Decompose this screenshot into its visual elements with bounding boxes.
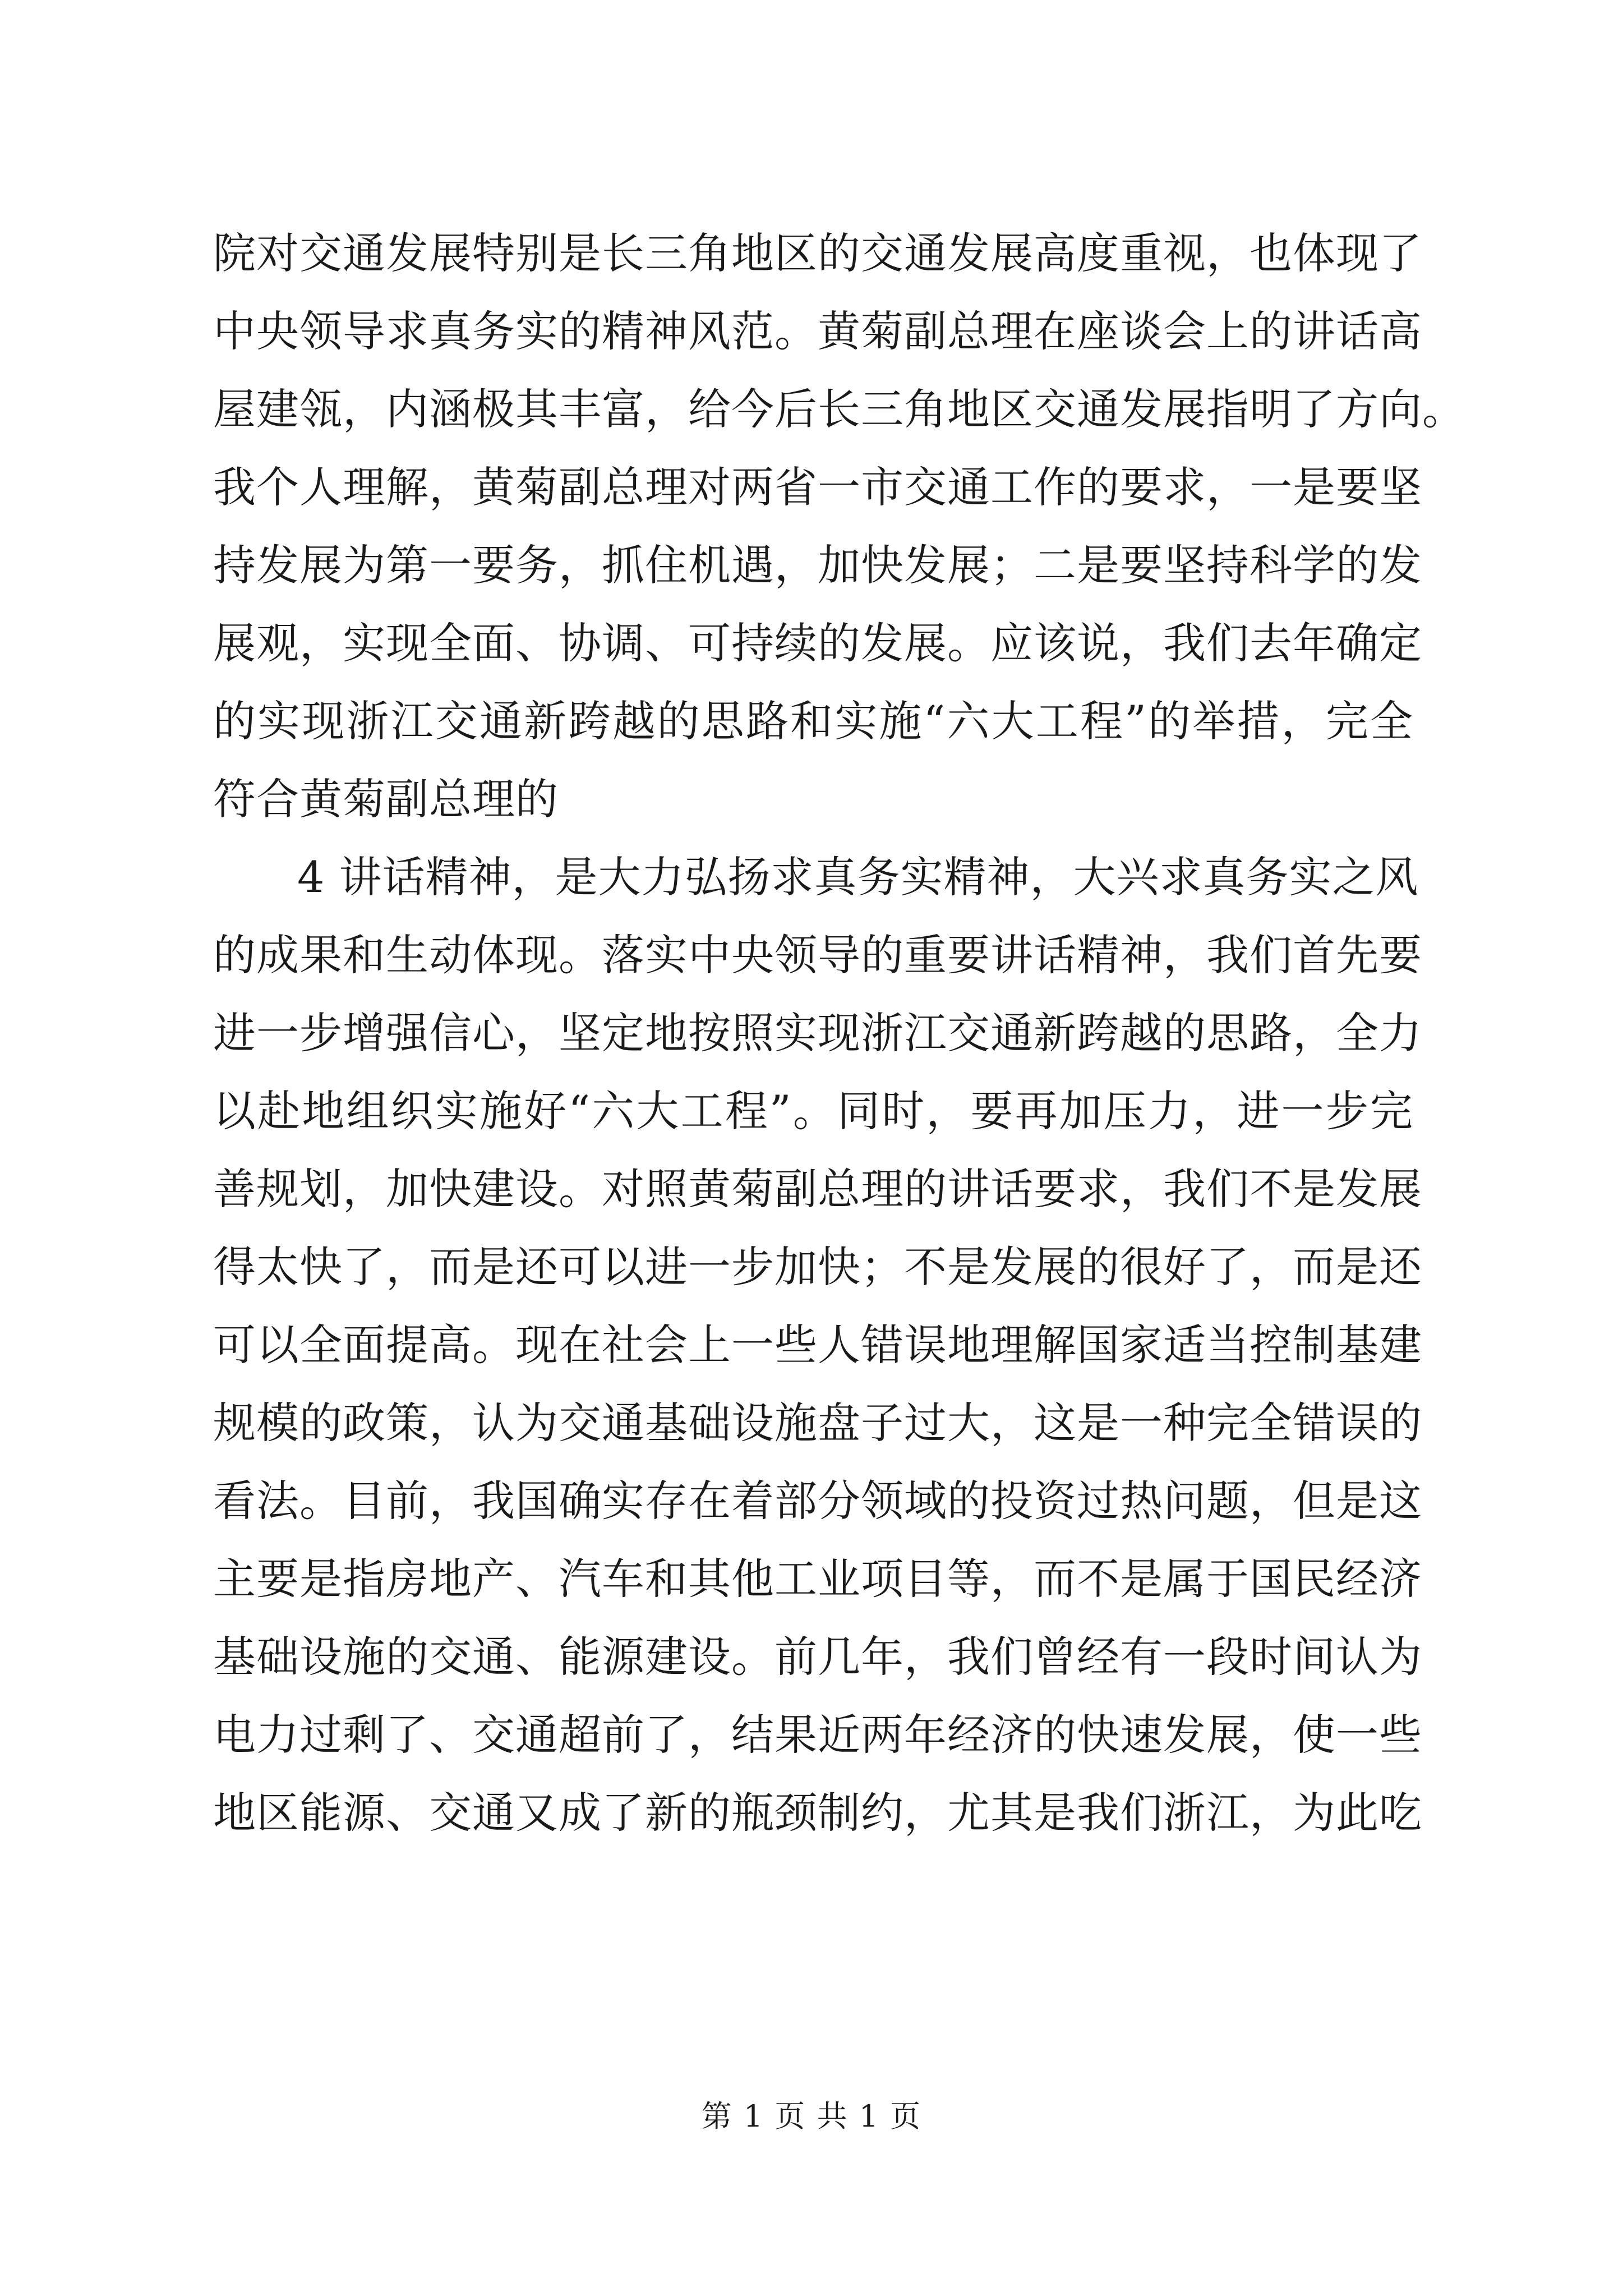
body-line: 得太快了，而是还可以进一步加快；不是发展的很好了，而是还 [213,1242,1422,1292]
body-line: 持发展为第一要务，抓住机遇，加快发展；二是要坚持科学的发 [213,540,1422,590]
body-line: 屋建瓴，内涵极其丰富，给今后长三角地区交通发展指明了方向。 [213,384,1465,434]
body-line: 符合黄菊副总理的 [213,774,559,824]
body-line: 的成果和生动体现。落实中央领导的重要讲话精神，我们首先要 [213,930,1422,980]
body-line: 中央领导求真务实的精神风范。黄菊副总理在座谈会上的讲话高 [213,306,1422,356]
page-footer: 第 1 页 共 1 页 [701,2099,922,2134]
body-line: 善规划，加快建设。对照黄菊副总理的讲话要求，我们不是发展 [213,1164,1422,1214]
body-line: 基础设施的交通、能源建设。前几年，我们曾经有一段时间认为 [213,1632,1422,1682]
body-line: 展观，实现全面、协调、可持续的发展。应该说，我们去年确定 [213,618,1422,668]
body-line: 进一步增强信心，坚定地按照实现浙江交通新跨越的思路，全力 [213,1008,1422,1058]
body-line: 主要是指房地产、汽车和其他工业项目等，而不是属于国民经济 [213,1554,1422,1604]
body-line: 以赴地组织实施好“六大工程”。同时，要再加压力，进一步完 [213,1086,1413,1136]
body-line: 4 讲话精神，是大力弘扬求真务实精神，大兴求真务实之风 [297,852,1419,902]
body-line: 院对交通发展特别是长三角地区的交通发展高度重视，也体现了 [213,228,1422,278]
body-line: 看法。目前，我国确实存在着部分领域的投资过热问题，但是这 [213,1476,1422,1526]
body-line: 电力过剩了、交通超前了，结果近两年经济的快速发展，使一些 [213,1710,1422,1760]
body-line: 地区能源、交通又成了新的瓶颈制约，尤其是我们浙江，为此吃 [213,1788,1422,1838]
body-line: 我个人理解，黄菊副总理对两省一市交通工作的要求，一是要坚 [213,462,1422,512]
body-line: 可以全面提高。现在社会上一些人错误地理解国家适当控制基建 [213,1320,1422,1370]
body-line: 规模的政策，认为交通基础设施盘子过大，这是一种完全错误的 [213,1398,1422,1448]
body-line: 的实现浙江交通新跨越的思路和实施“六大工程”的举措，完全 [213,696,1413,746]
